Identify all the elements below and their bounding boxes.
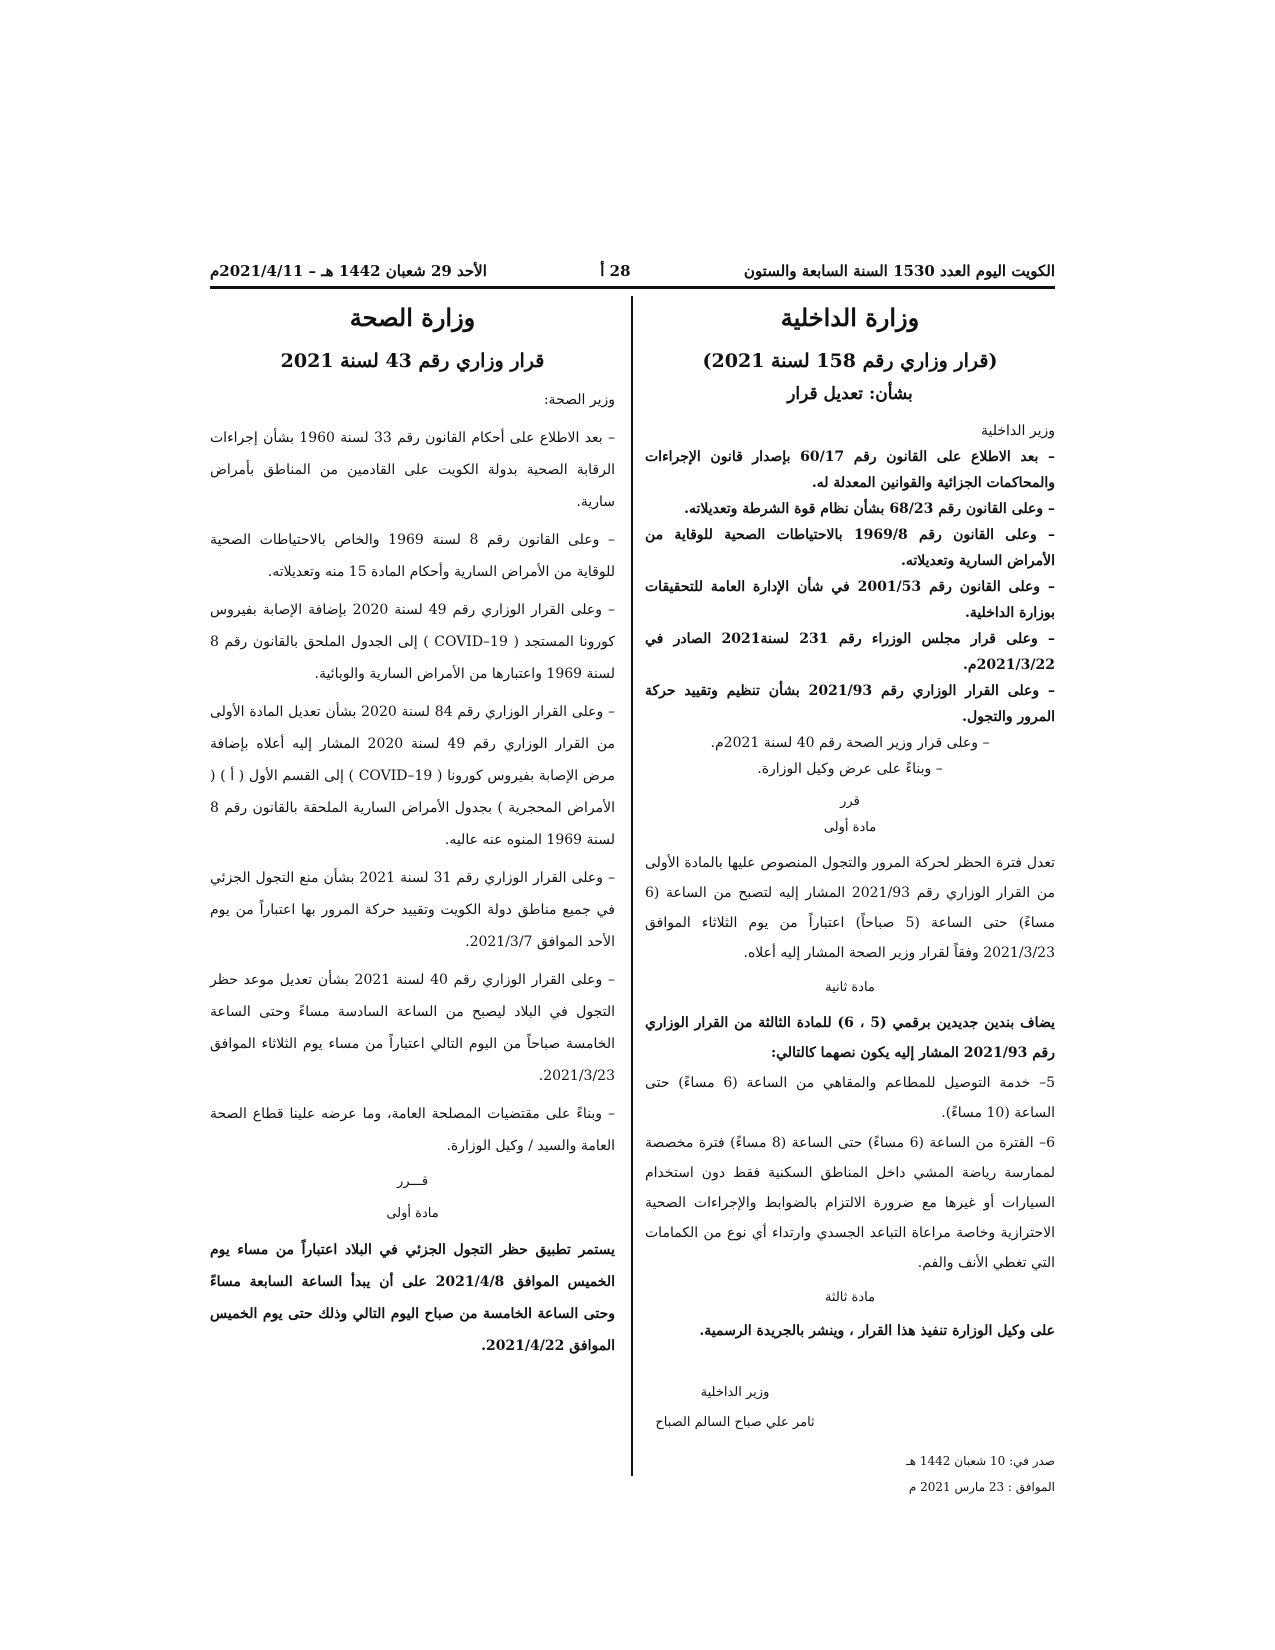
header-rule [210,286,1055,289]
interior-signer-name: ثامر علي صباح السالم الصباح [655,1415,815,1430]
interior-minister-label: وزير الداخلية [980,423,1055,439]
interior-issued-hijri: صدر في: 10 شعبان 1442 هـ [906,1454,1055,1468]
health-decree-column [210,300,615,1368]
interior-decree-title: (قرار وزاري رقم 158 لسنة 2021) [702,350,998,372]
interior-decree-column [645,300,1055,1500]
interior-article3-text: على وكيل الوزارة تنفيذ هذا القرار ، وينشر بالجريدة الرسمية. [699,1323,1055,1339]
interior-article1-text: تعدل فترة الحظر لحركة المرور والتجول المنصوص عليها بالمادة الأولى من القرار الوزاري رقم 2021/93 المشار إليه لتصبح من الساعة (6 مساءً) حتى الساعة (5 صباحاً) اعتباراً من يوم الثلاثاء الموافق 2021/3/23 وفقاً لقرار وزير الصحة المشار إليه أعلاه. [645,855,1055,961]
header-page-number: 28 أ [600,262,631,280]
page-header [210,258,1055,284]
interior-decree-subject: بشأن: تعديل قرار [787,384,913,404]
health-recital: – وبناءً على مقتضيات المصلحة العامة، وما عرضه علينا قطاع الصحة العامة والسيد / وكيل الوزارة. [210,1106,615,1154]
header-publication: الكويت اليوم العدد 1530 السنة السابعة والستون [743,262,1055,280]
health-recital: – وعلى القرار الوزاري رقم 49 لسنة 2020 بإضافة الإصابة بفيروس كورونا المستجد ( COVID–19 ) إلى الجدول الملحق بالقانون رقم 8 لسنة 1969 واعتبارها من الأمراض السارية والوبائية. [210,602,615,682]
health-recital: – وعلى القانون رقم 8 لسنة 1969 والخاص بالاحتياطات الصحية للوقاية من الأمراض السارية وأحكام المادة 15 منه وتعديلاته. [210,532,615,580]
health-recital: – بعد الاطلاع على أحكام القانون رقم 33 لسنة 1960 بشأن إجراءات الرقابة الصحية بدولة الكويت على القادمين من المناطق بأمراض سارية. [210,430,615,510]
health-decided: قـــرر [396,1174,429,1189]
health-recital: – وعلى القرار الوزاري رقم 84 لسنة 2020 بشأن تعديل المادة الأولى من القرار الوزاري رقم 49 لسنة 2020 المشار إليه أعلاه بإضافة مرض الإصابة بفيروس كورونا ( COVID–19 ) إلى القسم الأول ( أ ) ( الأمراض المحجرية ) بجدول الأمراض السارية الملحقة بالقانون رقم 8 لسنة 1969 المنوه عنه عاليه. [210,704,616,848]
health-minister-label: وزير الصحة: [543,392,615,408]
interior-recital: – وعلى القانون رقم 2001/53 في شأن الإدارة العامة للتحقيقات بوزارة الداخلية. [645,579,1055,621]
interior-recital: – بعد الاطلاع على القانون رقم 60/17 بإصدار قانون الإجراءات والمحاكمات الجزائية والقوانين المعدلة له. [645,449,1055,491]
health-recital: – وعلى القرار الوزاري رقم 40 لسنة 2021 بشأن تعديل موعد حظر التجول في البلاد ليصبح من الساعة السادسة مساءً وحتى الساعة الخامسة صباحاً من اليوم التالي اعتباراً من مساء يوم الثلاثاء الموافق 2021/3/23. [210,972,616,1084]
health-ministry-title: وزارة الصحة [349,303,476,332]
interior-decided: قرر [840,794,860,809]
interior-recital: – وبناءً على عرض وكيل الوزارة. [757,761,943,777]
interior-article1-title: مادة أولى [823,820,877,835]
health-article1-text: يستمر تطبيق حظر التجول الجزئي في البلاد اعتباراً من مساء يوم الخميس الموافق 2021/4/8 على أن يبدأ الساعة السابعة مساءً وحتى الساعة الخامسة من صباح اليوم التالي وذلك حتى يوم الخميس الموافق 2021/4/22. [210,1242,615,1354]
interior-ministry-title: وزارة الداخلية [780,303,920,332]
interior-signature-block [645,1378,825,1438]
interior-signer-title: وزير الداخلية [700,1385,770,1400]
interior-article2-title: مادة ثانية [825,980,875,995]
interior-recital: – وعلى قرار مجلس الوزراء رقم 231 لسنة2021 الصادر في 2021/3/22م. [645,631,1056,673]
interior-item-5: 5– خدمة التوصيل للمطاعم والمقاهي من الساعة (6 مساءً) حتى الساعة (10 مساءً). [645,1075,1056,1121]
interior-recital: – وعلى القرار الوزاري رقم 2021/93 بشأن تنظيم وتقييد حركة المرور والتجول. [645,683,1055,725]
interior-recital: – وعلى القانون رقم 68/23 بشأن نظام قوة الشرطة وتعديلاته. [684,501,1055,517]
interior-item-6: 6– الفترة من الساعة (6 مساءً) حتى الساعة (8 مساءً) فترة مخصصة لممارسة رياضة المشي داخل المناطق السكنية فقط دون استخدام السيارات أو غيرها مع ضرورة الالتزام بالضوابط والإجراءات الصحية الاحترازية وخاصة مراعاة التباعد الجسدي وارتداء أي نوع من الكمامات التي تغطي الأنف والفم. [645,1135,1055,1271]
interior-article3-title: مادة ثالثة [824,1290,876,1305]
health-article1-title: مادة أولى [386,1206,439,1221]
health-decree-title: قرار وزاري رقم 43 لسنة 2021 [280,350,545,372]
column-divider [631,296,633,1476]
health-recital: – وعلى القرار الوزاري رقم 31 لسنة 2021 بشأن منع التجول الجزئي في جميع مناطق دولة الكويت وتقييد حركة المرور بها اعتباراً من يوم الأحد الموافق 2021/3/7. [210,870,615,950]
interior-recital: – وعلى القانون رقم 1969/8 بالاحتياطات الصحية للوقاية من الأمراض السارية وتعديلاته. [645,527,1055,569]
header-date: الأحد 29 شعبان 1442 هـ – 2021/4/11م [210,262,487,280]
interior-article2-text: يضاف بندين جديدين برقمي (5 ، 6) للمادة الثالثة من القرار الوزاري رقم 2021/93 المشار إليه يكون نصهما كالتالي: [645,1015,1055,1061]
interior-issued-gregorian: الموافق : 23 مارس 2021 م [908,1480,1055,1494]
interior-recital: – وعلى قرار وزير الصحة رقم 40 لسنة 2021م. [710,735,990,751]
